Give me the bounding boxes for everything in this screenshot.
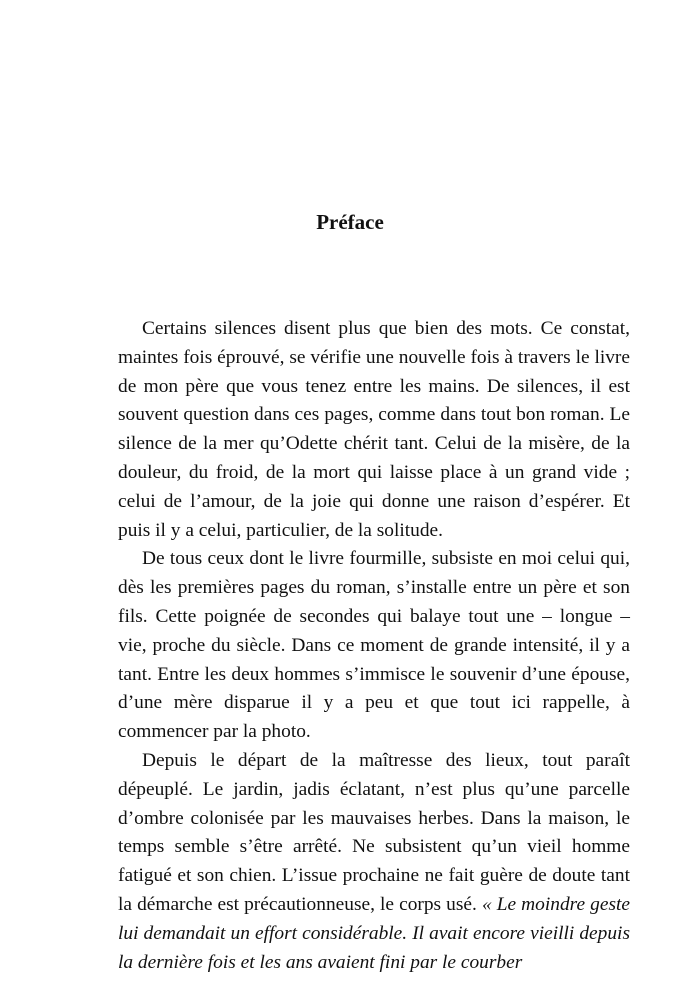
paragraph-2: De tous ceux dont le livre fourmille, subsiste en moi celui qui, dès les premières pages du roman, s’installe entre un père et son fils. Cette poignée de secondes qui balaye tout une – longue – vie, proche du siècle. Dans ce moment de grande intensité, il y a tant. Entre les deux hommes s’immisce le souvenir d’une épouse, d’une mère disparue il y a peu et que tout ici rappelle, à commencer par la photo. [118,548,630,743]
preface-body [118,315,630,977]
paragraph-3 [118,747,630,977]
paragraph-3-quote: « Le moindre geste lui demandait un effort considérable. Il avait encore vieilli depuis la dernière fois et les ans avaient fini par le courber [118,893,630,973]
paragraph-3-text: Depuis le départ de la maîtresse des lieux, tout paraît dépeuplé. Le jardin, jadis éclatant, n’est plus qu’une parcelle d’ombre colonisée par les mauvaises herbes. Dans la maison, le temps semble s’être arrêté. Ne subsistent qu’un vieil homme fatigué et son chien. L’issue prochaine ne fait guère de doute tant la démarche est précautionneuse, le corps usé. [118,749,630,915]
page-title: Préface [316,210,384,234]
paragraph-1: Certains silences disent plus que bien des mots. Ce constat, maintes fois éprouvé, se vérifie une nouvelle fois à travers le livre de mon père que vous tenez entre les mains. De silences, il est souvent question dans ces pages, comme dans tout bon roman. Le silence de la mer qu’Odette chérit tant. Celui de la misère, de la douleur, du froid, de la mort qui laisse place à un grand vide ; celui de l’amour, de la joie qui donne une raison d’espérer. Et puis il y a celui, particulier, de la solitude. [118,318,630,541]
